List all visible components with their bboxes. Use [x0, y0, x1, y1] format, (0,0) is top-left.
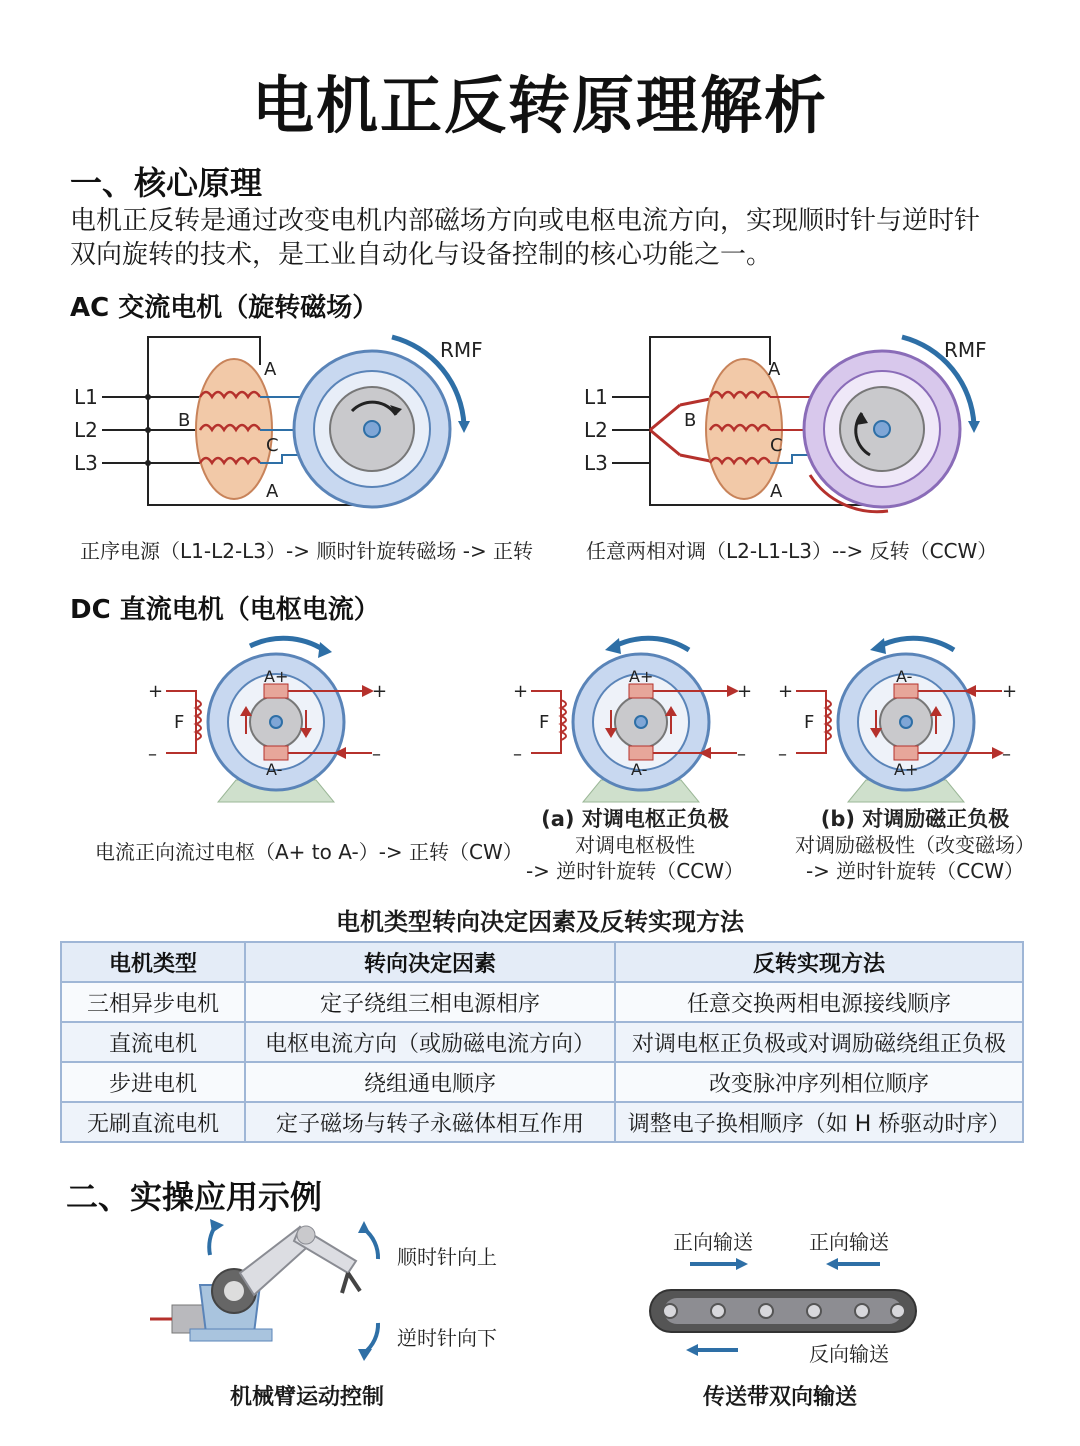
conveyor-forward-label-right: 正向输送: [809, 1230, 889, 1254]
robot-ccw-label: 逆时针向下: [397, 1326, 497, 1350]
dc-field-swap-diagram: [770, 630, 1030, 805]
table-cell: 绕组通电顺序: [245, 1062, 615, 1102]
robot-cw-arrow: [364, 1229, 378, 1259]
svg-text:A: A: [266, 481, 279, 502]
table-header-row: [61, 942, 1023, 982]
svg-text:RMF: RMF: [944, 338, 987, 362]
dc-variant-a-caption: (a) 对调电枢正负极 对调电枢极性 -> 逆时针旋转（CCW）: [525, 807, 745, 883]
svg-text:A: A: [768, 359, 781, 380]
table-cell: 步进电机: [61, 1062, 245, 1102]
svg-text:C: C: [770, 435, 783, 456]
svg-text:B: B: [684, 410, 697, 431]
rotor-shaft: [364, 421, 380, 437]
ac-forward-caption: 正序电源（L1-L2-L3）-> 顺时针旋转磁场 -> 正转: [80, 539, 534, 563]
table-cell: 对调电枢正负极或对调励磁绕组正负极: [615, 1022, 1023, 1062]
svg-text:B: B: [178, 410, 191, 431]
svg-text:+: +: [148, 681, 164, 702]
svg-text:L3: L3: [74, 451, 98, 475]
robot-ccw-arrow: [364, 1323, 378, 1353]
section-heading-application: 二、实操应用示例: [66, 1178, 323, 1216]
svg-text:L2: L2: [74, 418, 98, 442]
svg-text:L1: L1: [74, 385, 98, 409]
svg-text:L2: L2: [584, 418, 608, 442]
table-cell: 调整电子换相顺序（如 H 桥驱动时序）: [615, 1102, 1023, 1142]
svg-text:F: F: [804, 712, 815, 733]
intro-paragraph: [70, 204, 1030, 272]
intro-line-1: 电机正反转是通过改变电机内部磁场方向或电枢电流方向，实现顺时针与逆时针: [70, 206, 981, 236]
rmf-label: RMF: [440, 338, 483, 362]
table-cell: 定子绕组三相电源相序: [245, 982, 615, 1022]
svg-text:–: –: [778, 744, 787, 765]
table-cell: 定子磁场与转子永磁体相互作用: [245, 1102, 615, 1142]
svg-text:+: +: [778, 681, 794, 702]
table-row: [61, 982, 1023, 1022]
svg-text:+: +: [372, 681, 388, 702]
section-heading-principle: 一、核心原理: [70, 164, 263, 202]
ac-heading: AC 交流电机（旋转磁场）: [70, 293, 379, 323]
svg-text:A+: A+: [629, 667, 654, 686]
svg-text:L3: L3: [584, 451, 608, 475]
svg-text:–: –: [1002, 744, 1011, 765]
svg-text:A: A: [770, 481, 783, 502]
dc-forward-diagram: [140, 630, 400, 805]
dc-forward-caption: 电流正向流过电枢（A+ to A-）-> 正转（CW）: [95, 840, 523, 864]
robot-label: 机械臂运动控制: [230, 1385, 385, 1410]
table-row: [61, 1062, 1023, 1102]
svg-text:+: +: [513, 681, 529, 702]
svg-text:+: +: [1002, 681, 1018, 702]
svg-text:A-: A-: [266, 760, 283, 779]
svg-text:C: C: [266, 435, 279, 456]
dc-armature-swap-diagram: [505, 630, 765, 805]
ac-reverse-diagram: [570, 325, 1010, 525]
motor-type-table: [60, 941, 1024, 1143]
svg-text:–: –: [372, 744, 381, 765]
ac-reverse-caption: 任意两相对调（L2-L1-L3）--> 反转（CCW）: [586, 539, 998, 563]
svg-text:F: F: [174, 712, 185, 733]
conveyor-reverse-label: 反向输送: [809, 1342, 889, 1366]
svg-text:F: F: [539, 712, 550, 733]
conveyor-forward-label-left: 正向输送: [673, 1230, 753, 1254]
robot-arm-illustration: [150, 1215, 390, 1375]
table-header: 反转实现方法: [615, 942, 1023, 982]
table-cell: 三相异步电机: [61, 982, 245, 1022]
svg-text:A-: A-: [631, 760, 648, 779]
dc-heading: DC 直流电机（电枢电流）: [70, 595, 380, 625]
robot-gripper: [342, 1273, 360, 1293]
table-cell: 任意交换两相电源接线顺序: [615, 982, 1023, 1022]
table-row: [61, 1022, 1023, 1062]
svg-text:A+: A+: [264, 667, 289, 686]
table-cell: 电枢电流方向（或励磁电流方向）: [245, 1022, 615, 1062]
svg-text:A-: A-: [896, 667, 913, 686]
intro-line-2: 双向旋转的技术，是工业自动化与设备控制的核心功能之一。: [70, 240, 773, 270]
svg-text:–: –: [737, 744, 746, 765]
table-cell: 无刷直流电机: [61, 1102, 245, 1142]
page-title: 电机正反转原理解析: [251, 69, 828, 142]
table-cell: 改变脉冲序列相位顺序: [615, 1062, 1023, 1102]
svg-text:L1: L1: [584, 385, 608, 409]
dc-variant-b-caption: (b) 对调励磁正负极 对调励磁极性（改变磁场） -> 逆时针旋转（CCW）: [795, 807, 1035, 883]
svg-text:+: +: [737, 681, 753, 702]
table-header: 转向决定因素: [245, 942, 615, 982]
svg-text:–: –: [148, 744, 157, 765]
svg-text:A: A: [264, 359, 277, 380]
table-row: [61, 1102, 1023, 1142]
ac-forward-diagram: [60, 325, 500, 525]
table-header: 电机类型: [61, 942, 245, 982]
table-cell: 直流电机: [61, 1022, 245, 1062]
robot-cw-label: 顺时针向上: [397, 1245, 497, 1269]
svg-text:–: –: [513, 744, 522, 765]
table-title: 电机类型转向决定因素及反转实现方法: [336, 908, 744, 936]
svg-text:A+: A+: [894, 760, 919, 779]
conveyor-label: 传送带双向输送: [703, 1385, 858, 1410]
